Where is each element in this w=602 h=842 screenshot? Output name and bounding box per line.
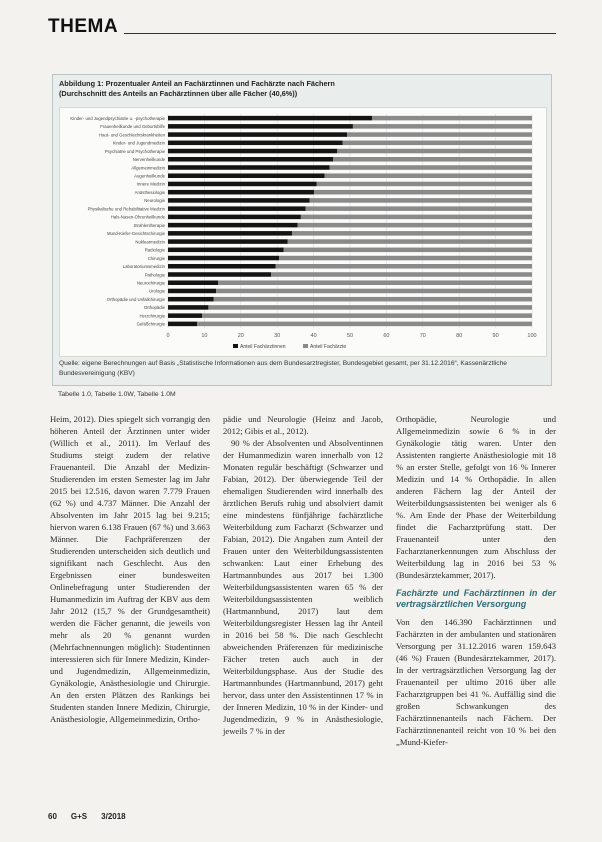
bar-female <box>168 124 353 129</box>
bar-male <box>271 272 532 277</box>
journal-name: G+S <box>70 812 88 821</box>
bar-male <box>279 256 532 261</box>
column-3-text-a: Orthopädie, Neurologie und Allgemeinmedizin sowie 6 % in der Gynäkologie tätig waren. Unter den Assistenten rangierte Anästhesiologie mit 18 % an erster Stelle, gefolgt von 16 % Innerer Medizin und 14 % Orthopädie. In allen anderen Fächern lag der Anteil der Weiterbildungsassistenten bei weniger als 6 %. Am Ende der Phase der Weiterbildung findet die Facharztprüfung statt. Der Frauenanteil unter den Facharztanerkennungen zum Abschluss der Weiterbildung lag in 2016 bei 53 % (Bundesärztekammer, 2017). <box>396 414 556 580</box>
column-2-paragraph: pädie und Neurologie (Heinz and Jacob, 2012; Gibis et al., 2012). <box>223 414 383 436</box>
x-tick-label: 50 <box>346 333 354 339</box>
category-label: Psychiatrie und Psychotherapie <box>104 148 165 154</box>
bar-female <box>168 231 292 236</box>
bar-male <box>314 190 532 195</box>
bar-male <box>353 124 532 129</box>
legend-swatch-male <box>303 344 308 348</box>
subheading: Fachärzte und Fachärztinnen in der vertragsärztlichen Versorgung <box>396 587 556 610</box>
bar-female <box>168 305 208 310</box>
legend-swatch-female <box>233 344 238 348</box>
category-label: Orthopädie und Unfallchirurgie <box>106 296 165 302</box>
category-label: Innere Medizin <box>136 181 165 187</box>
x-tick-label: 0 <box>166 333 170 339</box>
bar-female <box>168 132 347 137</box>
x-tick-label: 10 <box>201 333 208 339</box>
category-label: Herzchirurgie <box>139 313 165 319</box>
category-label: Nuklearmedizin <box>135 239 165 245</box>
column-1 <box>50 414 210 804</box>
column-1-text: Heim, 2012). Dies spiegelt sich vorrangig den höheren Anteil der Ärztinnen unter wider (Willich et al., 2011). Im Verlauf des Studiums steigt zudem der relative Frauenanteil. Die Anzahl der Medizin-Studierenden im ersten Semester lag im Jahr 2015 bei 12.516, davon waren 7.779 Frauen (62 %) und 4.737 Männer. Die Anzahl der Absolventen im Jahr 2015 lag bei 9.215; hiervon waren 6.138 Frauen (67 %) und 3.663 Männer. Die Fachpräferenzen der Studierenden unterscheiden sich deutlich und signifikant nach Geschlecht. Aus den Ergebnissen einer bundesweiten Onlinebefragung unter Studierenden der Humanmedizin im Auftrag der KBV aus dem Jahr 2012 (15,7 % der Grundgesamtheit) werden die Fächer genannt, die jeweils von mehr als 20 % genannt wurden (Mehrfachnennungen möglich): Studentinnen interessieren sich für Innere Medizin, Kinder- und Jugendmedizin, Allgemeinmedizin, Gynäkologie, Anästhesiologie und Chirurgie. An den ersten Plätzen des Rankings bei Studenten standen Innere Medizin, Chirurgie, Anästhesiologie, Allgemeinmedizin, Ortho- <box>50 414 210 724</box>
category-label: Hals-Nasen-Ohrenheilkunde <box>110 214 165 220</box>
bar-male <box>284 248 532 253</box>
figure-source: Quelle: eigene Berechnungen auf Basis „Statistische Informationen aus dem Bundesarztregister, Bundesgebiet gesamt, per 31.12.2016“, Kassenärztliche Bundesvereinigung (KBV) <box>59 360 507 377</box>
category-label: Kinder- und Jugendpsychiatrie u. -psychotherapie <box>70 115 165 121</box>
x-tick-label: 30 <box>274 333 281 339</box>
bar-male <box>202 313 532 318</box>
category-label: Mund-Kiefer-Gesichtschirurgie <box>106 231 165 237</box>
category-label: Haut- und Geschlechtskrankheiten <box>99 132 165 138</box>
bar-female <box>168 157 333 162</box>
page-number: 60 <box>48 812 57 821</box>
bar-female <box>168 272 271 277</box>
bar-male <box>372 116 532 121</box>
category-label: Orthopädie <box>143 305 165 311</box>
bar-female <box>168 297 214 302</box>
x-tick-label: 20 <box>237 333 244 339</box>
bar-female <box>168 223 298 228</box>
figure-box <box>52 74 552 386</box>
category-label: Laboratoriumsmedizin <box>122 264 165 270</box>
bar-male <box>343 141 532 146</box>
bar-female <box>168 149 337 154</box>
column-2-text <box>223 414 383 738</box>
category-label: Allgemeinmedizin <box>131 165 165 171</box>
bar-female <box>168 280 218 285</box>
category-label: Chirurgie <box>147 255 165 261</box>
issue-number: 3/2018 <box>101 812 126 821</box>
bar-female <box>168 182 317 187</box>
figure-caption-line1: Abbildung 1: Prozentualer Anteil an Fachärztinnen und Fachärzte nach Fächern <box>59 79 335 88</box>
figure-caption-line2: (Durchschnitt des Anteils an Fachärztinnen über alle Fächer (40,6%)) <box>59 88 298 98</box>
legend-label: Anteil Fachärztinnen <box>240 344 286 350</box>
bar-female <box>168 206 306 211</box>
bar-female <box>168 313 202 318</box>
bar-male <box>276 264 532 269</box>
section-header <box>48 14 556 36</box>
category-label: Neurochirurgie <box>136 280 165 286</box>
page-footer <box>48 812 556 826</box>
bar-male <box>298 223 532 228</box>
column-3-text-b: Von den 146.390 Fachärztinnen und Fachärzten in der ambulanten und stationären Versorgung per 31.12.2016 waren 159.643 (46 %) Frauen (Bundesärztekammer, 2017). In der vertragsärztlichen Versorgung lag der Frauenanteil per ultimo 2016 über alle Facharztgruppen bei 41 %. Auffällig sind die großen Schwankungen des Fachärztinnenanteils nach Fächern. Der Fachärztinnenanteil reicht von 10 % bei den „Mund-Kiefer- <box>396 617 556 747</box>
bar-female <box>168 165 330 170</box>
category-label: Strahlentherapie <box>133 222 165 228</box>
category-label: Radiologie <box>144 247 165 253</box>
bar-female <box>168 289 216 294</box>
column-2 <box>223 414 383 804</box>
bar-female <box>168 173 325 178</box>
x-tick-label: 80 <box>456 333 463 339</box>
category-label: Pathologie <box>144 272 165 278</box>
x-tick-label: 100 <box>527 333 537 339</box>
bar-male <box>337 149 532 154</box>
x-tick-label: 90 <box>492 333 499 339</box>
category-label: Kinder- und Jugendmedizin <box>112 140 165 146</box>
bar-male <box>218 280 532 285</box>
x-tick-label: 40 <box>310 333 317 339</box>
bar-female <box>168 256 279 261</box>
chart-area <box>59 107 547 357</box>
tables-note: Tabelle 1.0, Tabelle 1.0W, Tabelle 1.0M <box>58 391 176 398</box>
bar-female <box>168 215 301 220</box>
bar-male <box>216 289 532 294</box>
column-3 <box>396 414 556 804</box>
bar-female <box>168 322 197 327</box>
bar-male <box>288 239 532 244</box>
bar-chart <box>60 108 546 356</box>
bar-male <box>317 182 532 187</box>
section-title: THEMA <box>48 16 119 37</box>
bar-male <box>310 198 532 203</box>
bar-male <box>301 215 532 220</box>
figure-caption <box>59 79 539 99</box>
category-label: Urologie <box>148 288 165 294</box>
category-label: Gefäßchirurgie <box>136 321 165 327</box>
category-label: Frauenheilkunde und Geburtshilfe <box>100 124 165 130</box>
bar-female <box>168 239 288 244</box>
bar-female <box>168 190 314 195</box>
category-label: Physikalische und Rehabilitative Medizin <box>87 206 165 212</box>
x-tick-label: 60 <box>383 333 390 339</box>
legend-label: Anteil Fachärzte <box>310 344 347 350</box>
bar-male <box>333 157 532 162</box>
bar-female <box>168 141 343 146</box>
bar-male <box>330 165 532 170</box>
bar-male <box>214 297 533 302</box>
x-tick-label: 70 <box>419 333 426 339</box>
bar-male <box>197 322 532 327</box>
bar-male <box>347 132 532 137</box>
bar-female <box>168 116 372 121</box>
bar-female <box>168 248 284 253</box>
bar-male <box>325 173 532 178</box>
category-label: Neurologie <box>144 198 165 204</box>
category-label: Anästhesiologie <box>134 189 165 195</box>
category-label: Augenheilkunde <box>134 173 165 179</box>
bar-female <box>168 198 310 203</box>
category-label: Nervenheilkunde <box>132 157 165 163</box>
body-columns <box>50 414 556 804</box>
column-2-paragraph: 90 % der Absolventen und Absolventinnen der Humanmedizin waren innerhalb von 12 Monaten regulär beschäftigt (Schwarzer und Fabian, 2012). Der überwiegende Teil der ehemaligen Studierenden wird innerhalb des ärztlichen Berufs ruhig und absolviert damit eine mindestens fünfjährige fachärztliche Weiterbildung zum Facharzt (Schwarzer und Fabian, 2012). Die Angaben zum Anteil der Frauen unter den Weiterbildungsassistenten schwanken: Laut einer Erhebung des Hartmannbundes aus 2017 bei 1.300 Weiterbildungsassistenten waren 65 % der Weiterbildungsassistenten weiblich (Hartmannbund, 2017) laut dem Weiterbildungsregister Hessen lag ihr Anteil in 2016 bei 58 %. Die nach Geschlecht abweichenden Präferenzen für medizinische Fächer treten auch auch in der Weiterbildungsphase. Aus der Studie des Hartmannbundes (Hartmannbund, 2017) geht hervor, dass unter den Assistentinnen 17 % in der Inneren Medizin, 10 % in der Kinder- und Jugendmedizin, 9 % in Anästhesiologie, jeweils 7 % in der <box>223 437 383 736</box>
bar-female <box>168 264 276 269</box>
bar-male <box>306 206 532 211</box>
bar-male <box>292 231 532 236</box>
header-rule <box>124 33 556 34</box>
bar-male <box>208 305 532 310</box>
